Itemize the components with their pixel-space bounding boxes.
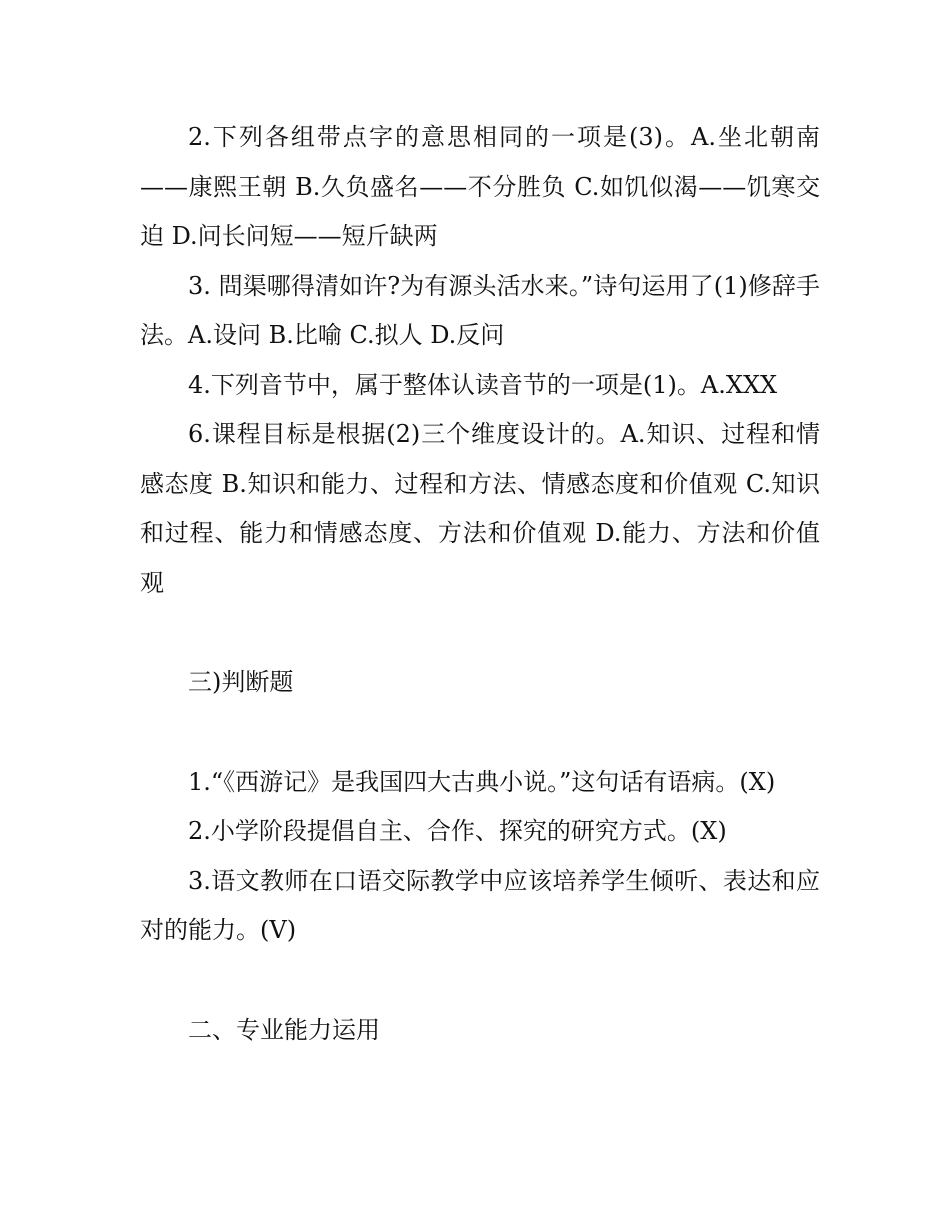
judgment-item-1: 1.“《西游记》是我国四大古典小说。”这句话有语病。(X) <box>188 767 776 796</box>
mc-item-3: 3. 問渠哪得清如许?为有源头活水来。”诗句运用了(1)修辞手法。A.设问 B.比喻 C.拟人 D.反问 <box>140 271 820 349</box>
document-page <box>140 113 820 1055</box>
section-heading-judgment: 三)判断题 <box>188 668 294 696</box>
section-heading-professional: 二、专业能力运用 <box>188 1015 380 1044</box>
mc-item-2: 2.下列各组带点字的意思相同的一项是(3)。A.坐北朝南——康熙王朝 B.久负盛名——不分胜负 C.如饥似渴——饥寒交迫 D.问长问短——短斤缺两 <box>140 123 820 250</box>
judgment-item-3: 3.语文教师在口语交际教学中应该培养学生倾听、表达和应对的能力。(V) <box>140 866 820 944</box>
mc-item-4: 4.下列音节中，属于整体认读音节的一项是(1)。A.XXX <box>188 370 778 399</box>
judgment-item-2: 2.小学阶段提倡自主、合作、探究的研究方式。(X) <box>188 817 727 845</box>
mc-item-6: 6.课程目标是根据(2)三个维度设计的。A.知识、过程和情感态度 B.知识和能力、过程和方法、情感态度和价值观 C.知识和过程、能力和情感态度、方法和价值观 D.能力、方法和价值观 <box>140 420 820 597</box>
